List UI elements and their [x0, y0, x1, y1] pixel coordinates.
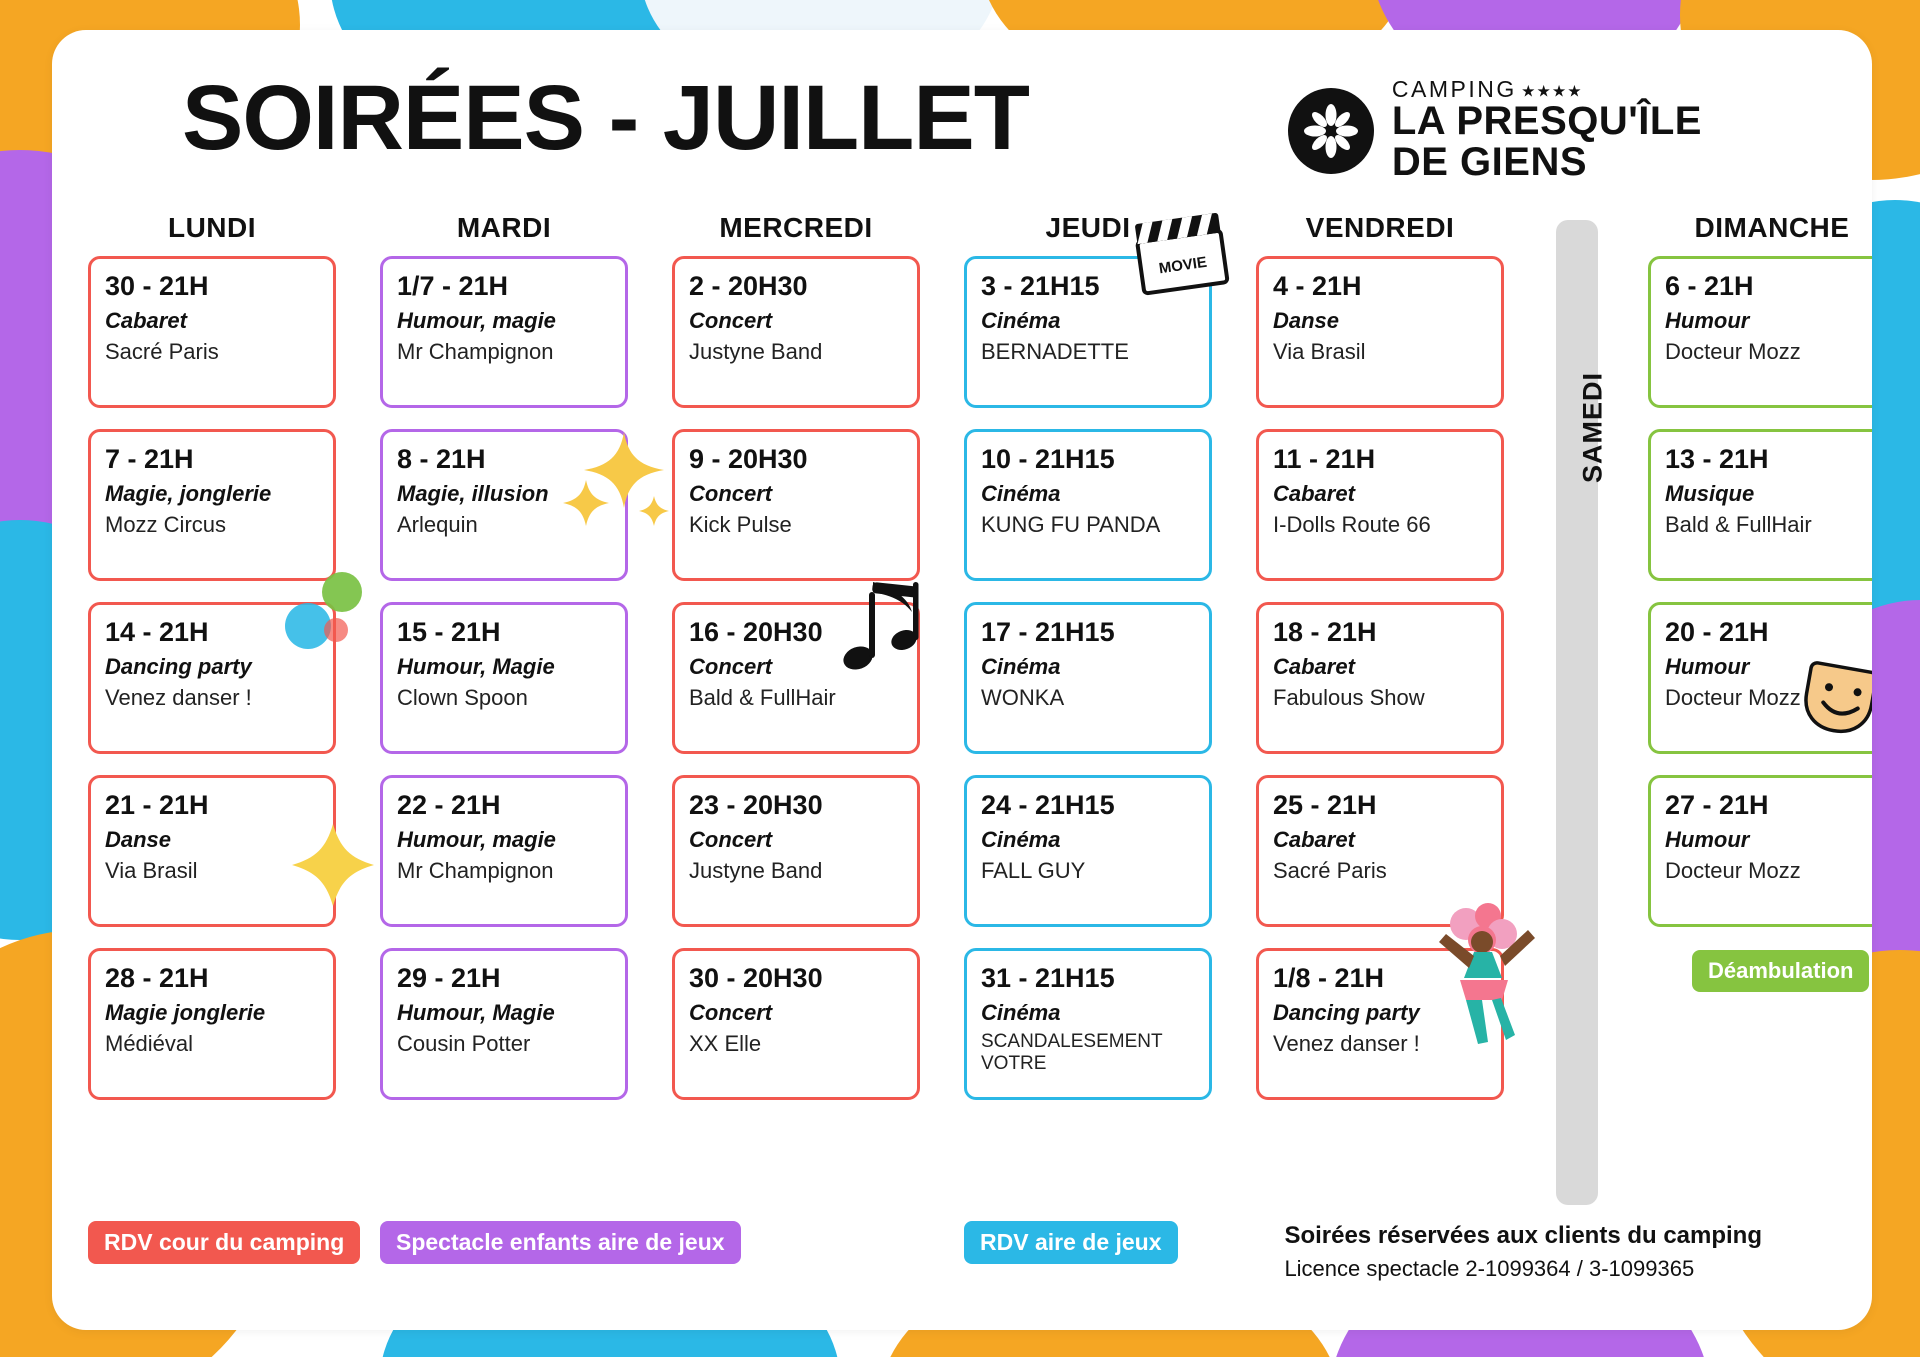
- music-notes-sticker: [842, 570, 947, 685]
- event-type: Dancing party: [1273, 1000, 1420, 1025]
- event-type: Danse: [1273, 308, 1340, 333]
- event-date: 30 - 21H: [105, 271, 209, 301]
- event-type: Cinéma: [981, 827, 1061, 852]
- event-title: Mr Champignon: [397, 858, 554, 883]
- event-title: KUNG FU PANDA: [981, 512, 1161, 537]
- day-column-jeudi: [964, 212, 1212, 1121]
- event-date: 6 - 21H: [1665, 271, 1754, 301]
- day-header-samedi: SAMEDI: [1577, 372, 1608, 484]
- logo-camping-label: CAMPING: [1391, 76, 1517, 102]
- poster-header: [52, 30, 1872, 200]
- event-date: 16 - 20H30: [689, 617, 823, 647]
- event-title: Kick Pulse: [689, 512, 792, 537]
- event-type: Cabaret: [1273, 654, 1355, 679]
- event-type: Concert: [689, 1000, 773, 1025]
- event-type: Concert: [689, 654, 773, 679]
- flower-icon: [1288, 88, 1374, 174]
- event-title: Sacré Paris: [105, 339, 219, 364]
- theater-masks-sticker: [1794, 650, 1872, 755]
- day-header-dimanche: DIMANCHE: [1694, 212, 1850, 243]
- svg-text:MOVIE: MOVIE: [1157, 253, 1209, 278]
- event-card[interactable]: [964, 775, 1212, 927]
- event-title: WONKA: [981, 685, 1065, 710]
- star-sticker: [288, 820, 378, 915]
- day-header-lundi: LUNDI: [167, 212, 257, 243]
- footer-note: [1284, 1222, 1762, 1282]
- event-title: SCANDALESEMENT VOTRE: [981, 1031, 1163, 1074]
- event-date: 8 - 21H: [397, 444, 486, 474]
- event-card[interactable]: [88, 948, 336, 1100]
- event-date: 11 - 21H: [1273, 444, 1376, 474]
- event-title: Docteur Mozz: [1665, 339, 1801, 364]
- badge-spectacle-enfants: Spectacle enfants aire de jeux: [380, 1221, 741, 1264]
- event-title: Arlequin: [397, 512, 478, 537]
- logo-name-line1: LA PRESQU'ÎLE: [1391, 99, 1702, 144]
- event-card[interactable]: [88, 429, 336, 581]
- event-title: Sacré Paris: [1273, 858, 1387, 883]
- event-title: Venez danser !: [105, 685, 252, 710]
- event-title: Médiéval: [105, 1031, 194, 1056]
- event-type: Concert: [689, 481, 773, 506]
- event-type: Cinéma: [981, 654, 1061, 679]
- event-type: Magie jonglerie: [105, 1000, 266, 1025]
- event-date: 20 - 21H: [1665, 617, 1769, 647]
- day-header-vendredi: VENDREDI: [1305, 212, 1455, 243]
- clapperboard-sticker: [1127, 202, 1237, 307]
- dancer-sticker: [1430, 900, 1540, 1055]
- event-date: 28 - 21H: [105, 963, 209, 993]
- event-date: 3 - 21H15: [981, 271, 1100, 301]
- footer-line-1: Soirées réservées aux clients du camping: [1284, 1222, 1762, 1249]
- logo-text: [1392, 78, 1702, 183]
- event-type: Humour, magie: [397, 827, 556, 852]
- balls-sticker: [280, 570, 370, 665]
- event-date: 31 - 21H15: [981, 963, 1115, 993]
- day-column-lundi: [88, 212, 336, 1121]
- event-title: Via Brasil: [1273, 339, 1366, 364]
- event-card[interactable]: [1648, 256, 1872, 408]
- event-type: Cinéma: [981, 481, 1061, 506]
- badge-rdv-cour: RDV cour du camping: [88, 1221, 360, 1264]
- event-title: Clown Spoon: [397, 685, 528, 710]
- day-header-jeudi: JEUDI: [1045, 212, 1131, 243]
- sparkles-sticker: [562, 430, 672, 545]
- event-date: 29 - 21H: [397, 963, 501, 993]
- event-date: 2 - 20H30: [689, 271, 808, 301]
- event-card[interactable]: [380, 948, 628, 1100]
- badge-rdv-aire: RDV aire de jeux: [964, 1221, 1178, 1264]
- event-title: Docteur Mozz: [1665, 858, 1801, 883]
- event-card[interactable]: [964, 948, 1212, 1100]
- event-date: 1/7 - 21H: [397, 271, 509, 301]
- event-date: 24 - 21H15: [981, 790, 1115, 820]
- event-title: Mr Champignon: [397, 339, 554, 364]
- event-type: Concert: [689, 827, 773, 852]
- event-card[interactable]: [1256, 256, 1504, 408]
- event-type: Concert: [689, 308, 773, 333]
- event-title: I-Dolls Route 66: [1273, 512, 1431, 537]
- event-title: Justyne Band: [689, 858, 823, 883]
- event-card[interactable]: [380, 602, 628, 754]
- event-date: 10 - 21H15: [981, 444, 1115, 474]
- event-type: Magie, jonglerie: [105, 481, 272, 506]
- event-title: Cousin Potter: [397, 1031, 531, 1056]
- event-type: Musique: [1665, 481, 1755, 506]
- event-card[interactable]: [964, 602, 1212, 754]
- page-title: SOIRÉES - JUILLET: [182, 67, 1029, 169]
- event-date: 25 - 21H: [1273, 790, 1377, 820]
- event-card[interactable]: [672, 429, 920, 581]
- event-title: Venez danser !: [1273, 1031, 1420, 1056]
- event-type: Humour: [1665, 308, 1750, 333]
- event-date: 30 - 20H30: [689, 963, 823, 993]
- poster-card: [52, 30, 1872, 1330]
- event-type: Magie, illusion: [397, 481, 549, 506]
- event-date: 7 - 21H: [105, 444, 194, 474]
- event-card[interactable]: [1648, 775, 1872, 927]
- event-card[interactable]: [964, 429, 1212, 581]
- logo-name-line2: DE GIENS: [1391, 140, 1588, 185]
- event-title: Fabulous Show: [1273, 685, 1425, 710]
- event-card[interactable]: [672, 256, 920, 408]
- event-title: Docteur Mozz: [1665, 685, 1801, 710]
- event-card[interactable]: [88, 256, 336, 408]
- event-card[interactable]: [1256, 429, 1504, 581]
- event-type: Danse: [105, 827, 172, 852]
- event-date: 21 - 21H: [105, 790, 209, 820]
- event-card[interactable]: [380, 256, 628, 408]
- day-header-mardi: MARDI: [456, 212, 552, 243]
- event-card[interactable]: [1648, 429, 1872, 581]
- event-title: FALL GUY: [981, 858, 1086, 883]
- event-title: Justyne Band: [689, 339, 823, 364]
- event-card[interactable]: [672, 775, 920, 927]
- event-card[interactable]: [1256, 602, 1504, 754]
- event-title: Bald & FullHair: [1665, 512, 1812, 537]
- event-type: Cabaret: [105, 308, 187, 333]
- day-header-mercredi: MERCREDI: [719, 212, 873, 243]
- event-type: Cinéma: [981, 1000, 1061, 1025]
- event-title: Via Brasil: [105, 858, 198, 883]
- logo-stars: ★★★★: [1521, 83, 1583, 101]
- camping-logo: [1288, 78, 1702, 183]
- event-date: 15 - 21H: [397, 617, 501, 647]
- event-type: Cabaret: [1273, 827, 1355, 852]
- event-date: 23 - 20H30: [689, 790, 823, 820]
- event-type: Humour: [1665, 827, 1750, 852]
- event-date: 18 - 21H: [1273, 617, 1377, 647]
- badge-deambulation: Déambulation: [1692, 950, 1869, 992]
- event-type: Humour, Magie: [397, 1000, 555, 1025]
- event-type: Humour, Magie: [397, 654, 555, 679]
- footer-line-2: Licence spectacle 2-1099364 / 3-1099365: [1284, 1256, 1695, 1281]
- day-column-dimanche: [1648, 212, 1872, 992]
- event-date: 17 - 21H15: [981, 617, 1115, 647]
- event-type: Humour, magie: [397, 308, 556, 333]
- event-date: 9 - 20H30: [689, 444, 808, 474]
- event-card[interactable]: [380, 775, 628, 927]
- event-title: XX Elle: [689, 1031, 762, 1056]
- event-date: 13 - 21H: [1665, 444, 1769, 474]
- event-type: Humour: [1665, 654, 1750, 679]
- event-title: Mozz Circus: [105, 512, 227, 537]
- event-type: Cabaret: [1273, 481, 1355, 506]
- event-date: 14 - 21H: [105, 617, 209, 647]
- event-date: 4 - 21H: [1273, 271, 1362, 301]
- event-date: 1/8 - 21H: [1273, 963, 1385, 993]
- event-type: Dancing party: [105, 654, 252, 679]
- day-column-mardi: [380, 212, 628, 1121]
- event-date: 22 - 21H: [397, 790, 501, 820]
- event-date: 27 - 21H: [1665, 790, 1769, 820]
- event-title: Bald & FullHair: [689, 685, 836, 710]
- event-card[interactable]: [672, 948, 920, 1100]
- event-title: BERNADETTE: [981, 339, 1129, 364]
- event-type: Cinéma: [981, 308, 1061, 333]
